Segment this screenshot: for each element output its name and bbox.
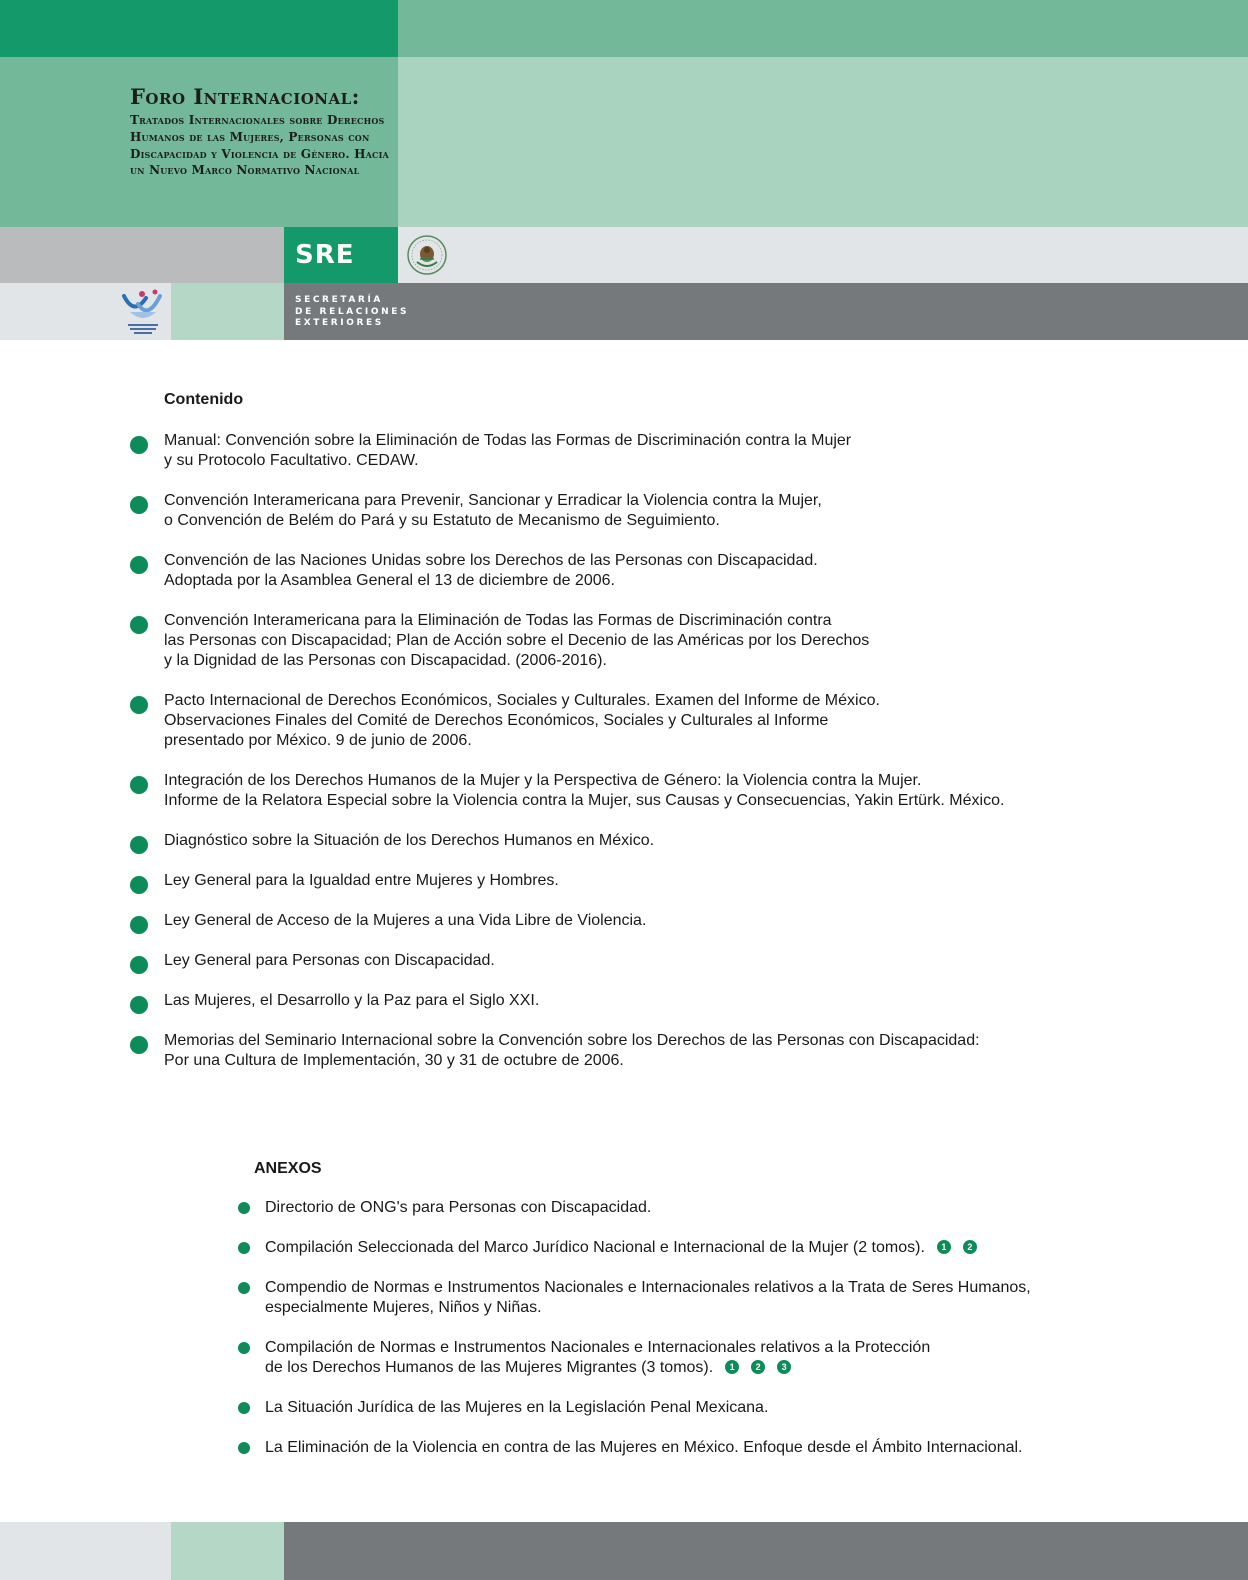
list-item: Integración de los Derechos Humanos de la Mujer y la Perspectiva de Género: la Violencia contra la Mujer. Informe de la Relatora Especial sobre la Violencia contra la Mujer, sus Causas y Consecuencias, Yakin Ertürk. México. (130, 771, 1210, 811)
list-item: Ley General de Acceso de la Mujeres a una Vida Libre de Violencia. (130, 911, 1210, 931)
contenido-list (130, 431, 1210, 1091)
page-subtitle: Tratados Internacionales sobre Derechos Humanos de las Mujeres, Personas con Discapacidad y Violencia de Género. Hacia un Nuevo Marco Normativo Nacional (130, 113, 389, 178)
footer-band-gray (284, 1522, 1248, 1580)
bullet-icon (238, 1442, 250, 1454)
list-item: Directorio de ONG's para Personas con Discapacidad. (238, 1198, 1238, 1218)
sre-acronym: SRE (295, 240, 355, 270)
list-item: La Situación Jurídica de las Mujeres en la Legislación Penal Mexicana. (238, 1398, 1238, 1418)
list-item: Pacto Internacional de Derechos Económicos, Sociales y Culturales. Examen del Informe de México. Observaciones Finales del Comité de Derechos Económicos, Sociales y Culturales al Informe presentado por México. 9 de junio de 2006. (130, 691, 1210, 751)
bullet-icon (130, 776, 148, 794)
list-item: Manual: Convención sobre la Eliminación de Todas las Formas de Discriminación contra la Mujer y su Protocolo Facultativo. CEDAW. (130, 431, 1210, 471)
volume-markers (937, 1240, 977, 1254)
volume-number-icon: 2 (751, 1360, 765, 1374)
header-band-light-gray (398, 227, 1248, 283)
mexico-coat-of-arms-icon (406, 234, 448, 276)
list-item: Diagnóstico sobre la Situación de los Derechos Humanos en México. (130, 831, 1210, 851)
contenido-heading: Contenido (164, 391, 244, 408)
volume-number-icon: 1 (725, 1360, 739, 1374)
volume-number-icon: 1 (937, 1240, 951, 1254)
anexos-list (238, 1198, 1238, 1478)
header-band-dark-green (0, 0, 398, 57)
page-title: Foro Internacional: (130, 84, 360, 109)
bullet-icon (130, 916, 148, 934)
sre-name-panel (284, 283, 1248, 340)
volume-markers (725, 1360, 791, 1374)
bullet-icon (130, 556, 148, 574)
header-band-gray (0, 227, 284, 283)
bullet-icon (238, 1342, 250, 1354)
header-band-pale-green (171, 283, 284, 340)
forum-title-box (130, 84, 390, 179)
bullet-icon (238, 1402, 250, 1414)
footer-band-pale-green (171, 1522, 284, 1580)
list-item: Convención Interamericana para la Eliminación de Todas las Formas de Discriminación contra las Personas con Discapacidad; Plan de Acción sobre el Decenio de las Américas por los Derechos y la Dignidad de las Personas con Discapacidad. (2006-2016). (130, 611, 1210, 671)
footer-band-light-gray (0, 1522, 171, 1580)
bullet-icon (130, 1036, 148, 1054)
list-item: Convención de las Naciones Unidas sobre los Derechos de las Personas con Discapacidad. Adoptada por la Asamblea General el 13 de diciembre de 2006. (130, 551, 1210, 591)
bullet-icon (238, 1242, 250, 1254)
sre-full-name: SECRETARÍA DE RELACIONES EXTERIORES (295, 295, 410, 328)
anexos-heading: ANEXOS (254, 1160, 322, 1177)
bullet-icon (238, 1282, 250, 1294)
list-item: Memorias del Seminario Internacional sobre la Convención sobre los Derechos de las Personas con Discapacidad: Por una Cultura de Implementación, 30 y 31 de octubre de 2006. (130, 1031, 1210, 1071)
bullet-icon (130, 996, 148, 1014)
bullet-icon (130, 616, 148, 634)
bullet-icon (130, 956, 148, 974)
volume-number-icon: 3 (777, 1360, 791, 1374)
header-band-light-green (398, 57, 1248, 227)
header-band-mid-green (398, 0, 1248, 57)
list-item: Compilación de Normas e Instrumentos Nacionales e Internacionales relativos a la Protección de los Derechos Humanos de las Mujeres Migrantes (3 tomos). 1 2 3 (238, 1338, 1238, 1378)
bullet-icon (130, 836, 148, 854)
list-item: Las Mujeres, el Desarrollo y la Paz para el Siglo XXI. (130, 991, 1210, 1011)
bullet-icon (238, 1202, 250, 1214)
list-item: La Eliminación de la Violencia en contra de las Mujeres en México. Enfoque desde el Ámbito Internacional. (238, 1438, 1238, 1458)
list-item: Ley General para Personas con Discapacidad. (130, 951, 1210, 971)
list-item: Ley General para la Igualdad entre Mujeres y Hombres. (130, 871, 1210, 891)
list-item: Convención Interamericana para Prevenir, Sancionar y Erradicar la Violencia contra la Mujer, o Convención de Belém do Pará y su Estatuto de Mecanismo de Seguimiento. (130, 491, 1210, 531)
list-item: Compilación Seleccionada del Marco Jurídico Nacional e Internacional de la Mujer (2 tomos). 1 2 (238, 1238, 1238, 1258)
bullet-icon (130, 876, 148, 894)
inmujeres-logo-icon (120, 286, 166, 338)
volume-number-icon: 2 (963, 1240, 977, 1254)
bullet-icon (130, 496, 148, 514)
bullet-icon (130, 696, 148, 714)
list-item: Compendio de Normas e Instrumentos Nacionales e Internacionales relativos a la Trata de Seres Humanos, especialmente Mujeres, Niños y Niñas. (238, 1278, 1238, 1318)
bullet-icon (130, 436, 148, 454)
